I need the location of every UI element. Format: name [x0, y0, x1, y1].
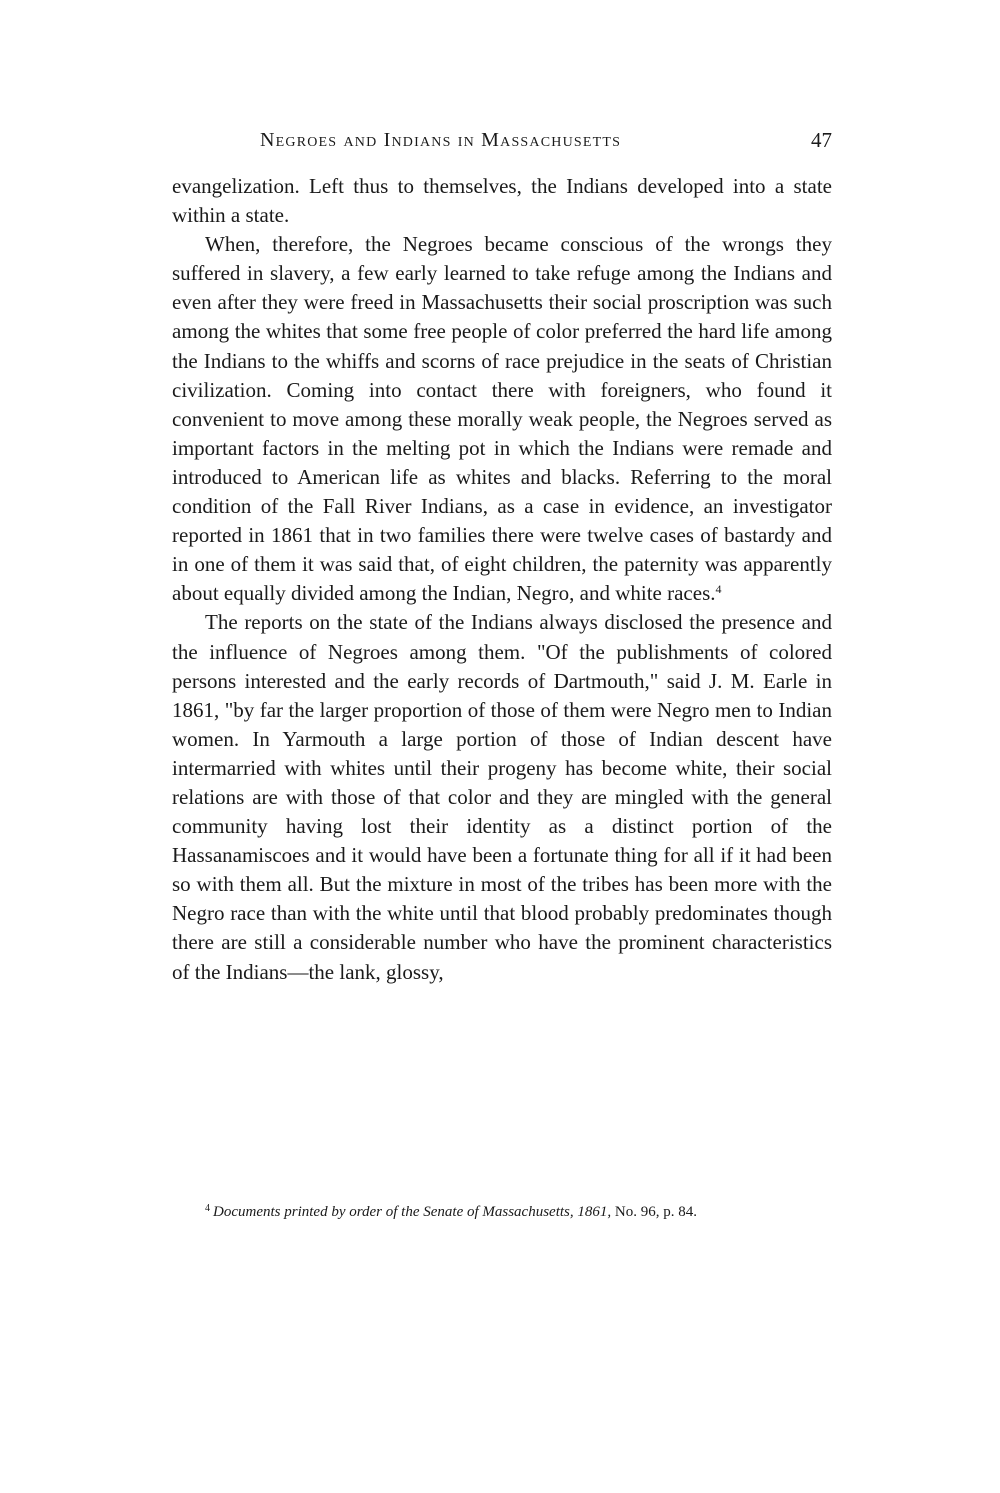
paragraph-1: evangelization. Left thus to themselves, the Indians developed into a state within a state.: [172, 174, 832, 228]
paragraph-2: [172, 230, 832, 608]
paragraph-2-text: When, therefore, the Negroes became conscious of the wrongs they suffered in slavery, a few early learned to take refuge among the Indians and even after they were freed in Massachusetts their social proscription was such among the whites that some free people of color preferred the hard life among the Indians to the whiffs and scorns of race prejudice in the seats of Christian civilization. Coming into contact there with foreigners, who found it convenient to move among these morally weak people, the Negroes served as important factors in the melting pot in which the Indians were remade and introduced to American life as whites and blacks. Referring to the moral condition of the Fall River Indians, as a case in evidence, an investigator reported in 1861 that in two families there were twelve cases of bastardy and in one of them it was said that, of eight children, the paternity was apparently about equally divided among the Indian, Negro, and white races.: [172, 232, 832, 606]
body-text: [172, 172, 832, 987]
footnote-reference: 4: [715, 582, 722, 597]
paragraph-3: The reports on the state of the Indians always disclosed the presence and the influence of Negroes among them. "Of the publishments of colored persons interested and the early records of Dartmouth," said J. M. Earle in 1861, "by far the larger proportion of those of them were Negro men to Indian women. In Yarmouth a large portion of those of Indian descent have intermarried with whites until their progeny has become white, their social relations are with those of that color and they are mingled with the general community having lost their identity as a distinct portion of the Hassanamiscoes and it would have been a fortunate thing for all if it had been so with them all. But the mixture in most of the tribes has been more with the Negro race than with the white until that blood probably predominates though there are still a considerable number who have the prominent characteristics of the Indians—the lank, glossy,: [172, 610, 832, 984]
footnote: [172, 1202, 832, 1223]
footnote-citation-title: Documents printed by order of the Senate of Massachusetts, 1861,: [213, 1204, 612, 1220]
running-title: Negroes and Indians in Massachusetts: [260, 129, 622, 151]
running-head: [172, 124, 832, 156]
footnote-citation-rest: No. 96, p. 84.: [614, 1204, 697, 1220]
footnote-mark: 4: [205, 1203, 210, 1214]
page-number: 47: [811, 128, 832, 152]
